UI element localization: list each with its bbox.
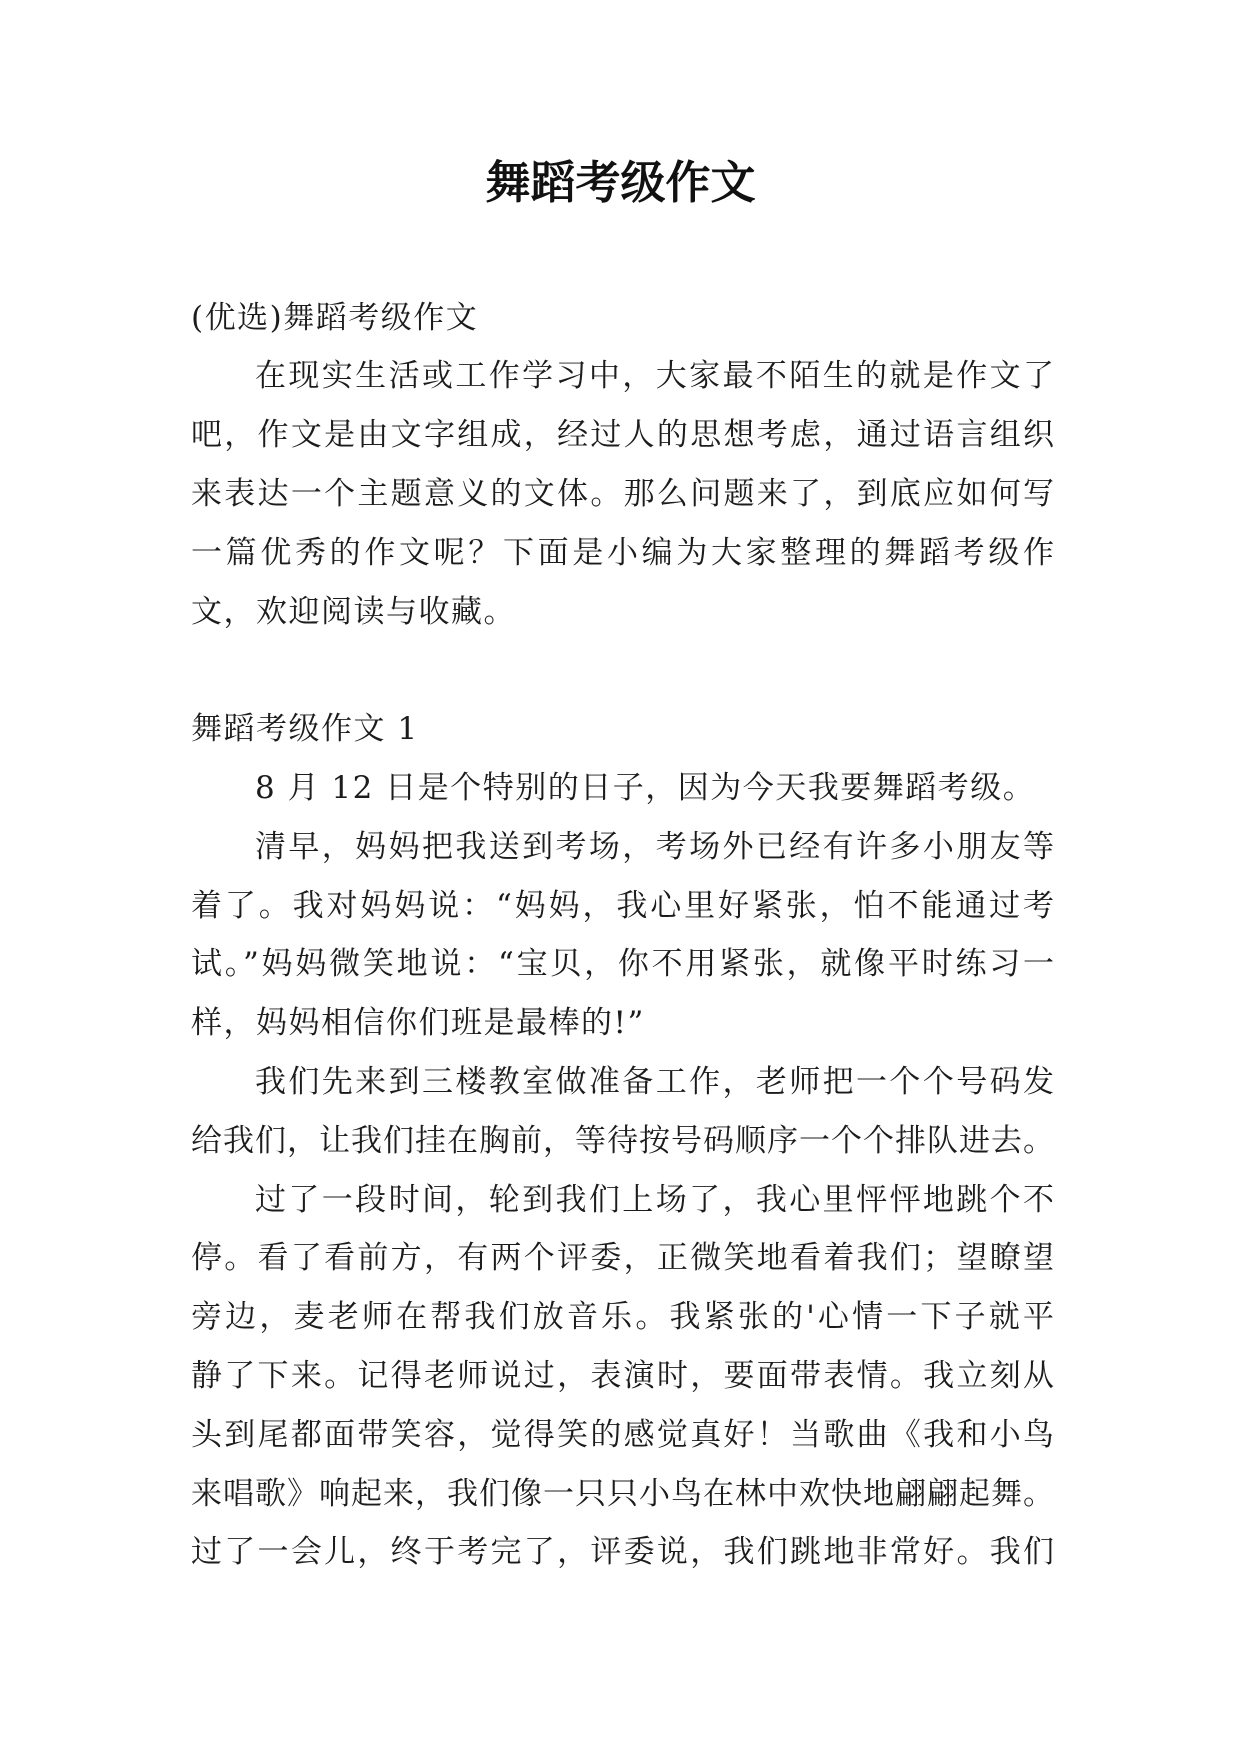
- paragraph: [191, 1053, 1054, 1171]
- intro-paragraph: [191, 347, 1054, 641]
- paragraph-line: 在现实生活或工作学习中，大家最不陌生的就是作文了: [255, 358, 1054, 395]
- paragraph-line: 过了一会儿，终于考完了，评委说，我们跳地非常好。我们: [191, 1534, 1054, 1571]
- paragraph-line: 着了。我对妈妈说：“妈妈，我心里好紧张，怕不能通过考: [191, 887, 1054, 924]
- paragraph-line: 停。看了看前方，有两个评委，正微笑地看着我们；望瞭望: [191, 1240, 1054, 1277]
- document-subtitle: (优选)舞蹈考级作文: [191, 299, 479, 336]
- paragraph-line: 样，妈妈相信你们班是最棒的!”: [191, 1005, 645, 1042]
- paragraph-line: 来唱歌》响起来，我们像一只只小鸟在林中欢快地翩翩起舞。: [191, 1475, 1054, 1512]
- section-heading: 舞蹈考级作文 1: [191, 711, 419, 748]
- paragraph-line: 8 月 12 日是个特别的日子，因为今天我要舞蹈考级。: [255, 769, 1036, 806]
- paragraph-line: 过了一段时间，轮到我们上场了，我心里怦怦地跳个不: [255, 1181, 1054, 1218]
- paragraph-gap: [191, 641, 1054, 700]
- paragraph-line: 头到尾都面带笑容，觉得笑的感觉真好！当歌曲《我和小鸟: [191, 1416, 1054, 1453]
- paragraph-line: 试。”妈妈微笑地说：“宝贝，你不用紧张，就像平时练习一: [191, 946, 1054, 983]
- paragraph: [191, 818, 1054, 1053]
- document-body: [191, 289, 1054, 1583]
- paragraph-line: 清早，妈妈把我送到考场，考场外已经有许多小朋友等: [255, 828, 1054, 865]
- section: [191, 700, 1054, 1582]
- paragraph-line: 我们先来到三楼教室做准备工作，老师把一个个号码发: [255, 1063, 1054, 1100]
- paragraph-line: 静了下来。记得老师说过，表演时，要面带表情。我立刻从: [191, 1357, 1054, 1394]
- document-title: 舞蹈考级作文: [485, 156, 756, 209]
- paragraph-line: 一篇优秀的作文呢？下面是小编为大家整理的舞蹈考级作: [191, 534, 1054, 571]
- paragraph: [191, 759, 1054, 818]
- paragraph: [191, 1171, 1054, 1583]
- paragraph-line: 吧，作文是由文字组成，经过人的思想考虑，通过语言组织: [191, 417, 1054, 454]
- paragraph-line: 文，欢迎阅读与收藏。: [191, 593, 516, 630]
- paragraph-line: 给我们，让我们挂在胸前，等待按号码顺序一个个排队进去。: [191, 1122, 1054, 1159]
- paragraph-line: 来表达一个主题意义的文体。那么问题来了，到底应如何写: [191, 475, 1054, 512]
- paragraph-line: 旁边，麦老师在帮我们放音乐。我紧张的'心情一下子就平: [191, 1299, 1054, 1336]
